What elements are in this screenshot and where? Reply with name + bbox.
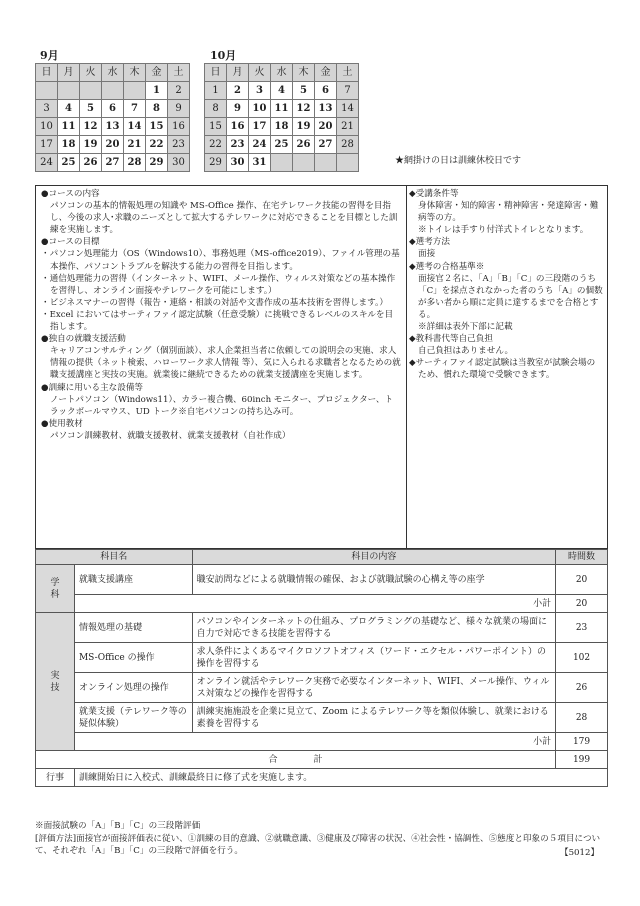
calendar-day-training: 29	[146, 154, 168, 172]
event-row	[36, 769, 608, 787]
section-heading: ◆教科書代等自己負担	[409, 334, 493, 345]
calendar-day-holiday	[293, 154, 315, 172]
calendar-day-holiday	[337, 154, 359, 172]
calendar-day-training: 15	[146, 118, 168, 136]
calendar-day-training: 27	[315, 136, 337, 154]
calendar-day-training: 11	[58, 118, 80, 136]
calendar-day-holiday: 10	[36, 118, 58, 136]
section-text: 身体障害・知的障害・精神障害・発達障害・難病等の方。	[418, 201, 599, 224]
calendar-week-row	[205, 118, 359, 136]
calendar-day-training: 6	[102, 100, 124, 118]
event-label: 行事	[36, 769, 75, 787]
calendar-day-training: 10	[249, 100, 271, 118]
subtotal-label: 小計	[74, 595, 555, 613]
calendar-day-training: 23	[227, 136, 249, 154]
calendar-day-training: 26	[293, 136, 315, 154]
section-text: ・Excel においてはサーティファイ認定試験（任意受験）に挑戦できるレベルのスキルを目指します。	[41, 309, 394, 333]
calendar-day-training: 24	[249, 136, 271, 154]
calendar-day-training: 16	[227, 118, 249, 136]
calendar-week-row	[205, 100, 359, 118]
calendar-day-training: 7	[124, 100, 146, 118]
calendar-week-row	[36, 136, 190, 154]
calendar-day-training: 30	[227, 154, 249, 172]
subject-hours: 28	[556, 703, 608, 733]
weekday-header: 木	[124, 64, 146, 82]
calendar-day-holiday	[271, 154, 293, 172]
total-label: 合 計	[36, 751, 556, 769]
section-heading: ●独自の就職支援活動	[41, 334, 126, 345]
calendar-day-holiday: 1	[205, 82, 227, 100]
calendar-day-training: 6	[315, 82, 337, 100]
section-heading: ●使用教材	[41, 418, 83, 429]
calendar-week-row	[205, 82, 359, 100]
calendar-day-training: 4	[271, 82, 293, 100]
calendar-day-holiday: 29	[205, 154, 227, 172]
header-subject-content: 科目の内容	[192, 550, 556, 565]
section-text: 面接	[418, 249, 436, 260]
calendar-note: ★網掛けの日は訓練休校日です	[395, 156, 522, 166]
section-text: ※トイレは手すり付洋式トイレとなります。	[418, 225, 589, 236]
calendar-day-holiday: 16	[168, 118, 190, 136]
calendar-day-holiday: 3	[36, 100, 58, 118]
calendar-day-training: 27	[102, 154, 124, 172]
subtotal-hours: 20	[556, 595, 608, 613]
section-text: ・通信処理能力の習得（インターネット、WIFI、メール操作、ウィルス対策などの基本操作を習得し、オンライン面接やテレワークを可能にします。）	[41, 273, 396, 296]
subject-hours: 102	[556, 643, 608, 673]
calendar-day-training: 28	[124, 154, 146, 172]
calendar-day-holiday: 15	[205, 118, 227, 136]
calendar-week-row	[36, 118, 190, 136]
calendar-day-training: 13	[315, 100, 337, 118]
header-subject-name: 科目名	[36, 550, 193, 565]
section-heading: ◆受講条件等	[409, 189, 459, 199]
subtotal-label: 小計	[74, 733, 555, 751]
calendar-day-training: 5	[293, 82, 315, 100]
subject-hours: 20	[556, 565, 608, 595]
calendar-day-training: 2	[227, 82, 249, 100]
calendar-day-holiday	[124, 82, 146, 100]
table-row	[36, 643, 608, 673]
calendar-day-training: 17	[249, 118, 271, 136]
calendar-day-holiday: 21	[337, 118, 359, 136]
calendar-day-training: 19	[80, 136, 102, 154]
calendar-day-holiday: 30	[168, 154, 190, 172]
table-row	[36, 673, 608, 703]
table-row	[36, 703, 608, 733]
calendar-week-row	[36, 82, 190, 100]
course-code: 【5012】	[560, 848, 600, 858]
calendar-september	[35, 63, 190, 172]
section-heading: ●コースの目標	[41, 237, 100, 248]
table-header-row	[36, 550, 608, 565]
calendar-day-training: 20	[102, 136, 124, 154]
subject-name: MS-Office の操作	[74, 643, 192, 673]
section-text: パソコン訓練教材、就職支援教材、就業支援教材（自社作成）	[50, 430, 291, 441]
weekday-header: 日	[36, 64, 58, 82]
calendar-day-training: 9	[227, 100, 249, 118]
calendar-day-training: 25	[58, 154, 80, 172]
weekday-header: 水	[102, 64, 124, 82]
calendar-day-holiday: 8	[205, 100, 227, 118]
section-text: ノートパソコン（Windows11）、カラー複合機、60inch モニター、プロジェクター、トラックボールマウス、UD トーク※自宅パソコンの持ち込み可。	[50, 394, 394, 417]
section-text: ・ビジネスマナーの習得（報告・連絡・相談の対話や文書作成の基本技術を習得します。）	[41, 297, 388, 308]
calendar-day-training: 1	[146, 82, 168, 100]
subject-content: 求人条件によくあるマイクロソフトオフィス（ワード・エクセル・パワーポイント）の操作を習得する	[192, 643, 556, 673]
calendar-day-holiday	[102, 82, 124, 100]
calendar-day-holiday	[315, 154, 337, 172]
calendar-day-holiday	[36, 82, 58, 100]
calendar-day-training: 13	[102, 118, 124, 136]
subject-name: オンライン処理の操作	[74, 673, 192, 703]
weekday-header: 火	[80, 64, 102, 82]
group-label: 実技	[36, 613, 75, 751]
event-text: 訓練開始日に入校式、訓練最終日に修了式を実施します。	[74, 769, 607, 787]
weekday-header: 火	[249, 64, 271, 82]
evaluation-method-footnote: [評価方法]面接官が面接評価表に従い、①訓練の目的意識、②就職意識、③健康及び障害の状況、④社会性・協調性、⑤態度と印象の５項目について、それぞれ「A」「B」「C」の三段階で評価を行う。	[35, 834, 601, 856]
calendar-day-holiday: 17	[36, 136, 58, 154]
subject-content: 訓練実施施設を企業に見立て、Zoom によるテレワーク等を類似体験し、就業における素養を習得する	[192, 703, 556, 733]
calendar-day-training: 25	[271, 136, 293, 154]
calendar-day-training: 21	[124, 136, 146, 154]
calendar-day-training: 22	[146, 136, 168, 154]
calendar-day-training: 12	[293, 100, 315, 118]
calendar-day-training: 26	[80, 154, 102, 172]
calendar-week-row	[36, 154, 190, 172]
calendar-day-training: 20	[315, 118, 337, 136]
admission-conditions-column	[409, 188, 603, 382]
section-heading: ◆選考方法	[409, 237, 450, 248]
calendar-day-training: 19	[293, 118, 315, 136]
header-hours: 時間数	[556, 550, 608, 565]
calendar-week-row	[205, 154, 359, 172]
calendar-day-holiday: 23	[168, 136, 190, 154]
section-heading: ●訓練に用いる主な設備等	[41, 382, 144, 393]
calendar-day-training: 11	[271, 100, 293, 118]
weekday-header: 月	[227, 64, 249, 82]
subject-content: パソコンやインターネットの仕組み、プログラミングの基礎など、様々な就業の場面に自力で対応できる技能を習得する	[192, 613, 556, 643]
section-heading: ●コースの内容	[41, 189, 100, 199]
weekday-header: 木	[293, 64, 315, 82]
section-text: ・パソコン処理能力（OS（Windows10）、事務処理（MS-office2019）、ファイル管理の基本操作、パソコントラブルを解決する能力の習得を目指します。	[41, 249, 400, 272]
curriculum-table	[35, 549, 608, 787]
subject-hours: 23	[556, 613, 608, 643]
calendar-day-training: 12	[80, 118, 102, 136]
calendar-day-holiday	[80, 82, 102, 100]
weekday-header: 日	[205, 64, 227, 82]
calendar-day-training: 8	[146, 100, 168, 118]
column-divider	[406, 186, 407, 548]
subject-content: オンライン就活やテレワーク実務で必要なインターネット、WIFI、メール操作、ウィルス対策などの操作を習得する	[192, 673, 556, 703]
calendar-september-title: 9月	[40, 49, 59, 62]
calendar-weekday-row	[36, 64, 190, 82]
calendar-october	[204, 63, 359, 172]
calendar-day-holiday	[58, 82, 80, 100]
subject-hours: 26	[556, 673, 608, 703]
calendar-day-holiday: 24	[36, 154, 58, 172]
table-row	[36, 565, 608, 595]
calendar-day-holiday: 9	[168, 100, 190, 118]
calendar-day-holiday: 28	[337, 136, 359, 154]
course-details-column	[41, 188, 401, 442]
group-label: 学科	[36, 565, 75, 613]
section-text: キャリアコンサルティング（個別面談）、求人企業担当者に依頼しての説明会の実施、求人情報の提供（ネット検索、ハローワーク求人情報 等）、気に入られる求職者となるための就職支援講座と実技の実施。就業後に継続できるための就業支援講座を実施します。	[50, 346, 401, 381]
calendar-day-holiday: 7	[337, 82, 359, 100]
section-text: パソコンの基本的情報処理の知識や MS-Office 操作、在宅テレワーク技能の習得を目指し、今後の求人･求職のニーズとして拡大するテレワークに対応できることを目標とした訓練を実施します。	[50, 201, 398, 236]
section-text: 面接官２名に、「A」「B」「C」の三段階のうち「C」を採点されなかった者のうち「A」の個数が多い者から順に定員に達するまでを合格とする。	[418, 273, 603, 320]
calendar-day-training: 18	[271, 118, 293, 136]
calendar-day-holiday: 22	[205, 136, 227, 154]
calendar-day-training: 31	[249, 154, 271, 172]
evaluation-footnote-title: ※面接試験の「A」「B」「C」の三段階評価	[35, 821, 201, 831]
subject-name: 情報処理の基礎	[74, 613, 192, 643]
section-text: ※詳細は表外下部に記載	[418, 322, 513, 333]
subtotal-row	[36, 733, 608, 751]
calendar-day-training: 3	[249, 82, 271, 100]
weekday-header: 水	[271, 64, 293, 82]
section-text: 自己負担はありません。	[418, 346, 514, 357]
calendar-weekday-row	[205, 64, 359, 82]
table-row	[36, 613, 608, 643]
subject-name: 就職支援講座	[74, 565, 192, 595]
calendar-week-row	[36, 100, 190, 118]
calendar-day-training: 14	[124, 118, 146, 136]
weekday-header: 金	[315, 64, 337, 82]
subject-name: 就業支援（テレワーク等の疑似体験）	[74, 703, 192, 733]
calendar-october-title: 10月	[210, 49, 237, 62]
calendar-day-training: 18	[58, 136, 80, 154]
calendar-day-training: 4	[58, 100, 80, 118]
weekday-header: 土	[168, 64, 190, 82]
section-text: ◆サーティファイ認定試験は当教室が試験会場のため、慣れた環境で受験できます。	[409, 358, 596, 381]
calendar-week-row	[205, 136, 359, 154]
total-hours: 199	[556, 751, 608, 769]
section-heading: ◆選考の合格基準※	[409, 261, 485, 272]
weekday-header: 金	[146, 64, 168, 82]
subtotal-row	[36, 595, 608, 613]
calendar-day-training: 5	[80, 100, 102, 118]
total-row	[36, 751, 608, 769]
subtotal-hours: 179	[556, 733, 608, 751]
subject-content: 職安訪問などによる就職情報の確保、および就職試験の心構え等の座学	[192, 565, 556, 595]
weekday-header: 土	[337, 64, 359, 82]
calendar-day-holiday: 14	[337, 100, 359, 118]
weekday-header: 月	[58, 64, 80, 82]
calendar-day-holiday: 2	[168, 82, 190, 100]
